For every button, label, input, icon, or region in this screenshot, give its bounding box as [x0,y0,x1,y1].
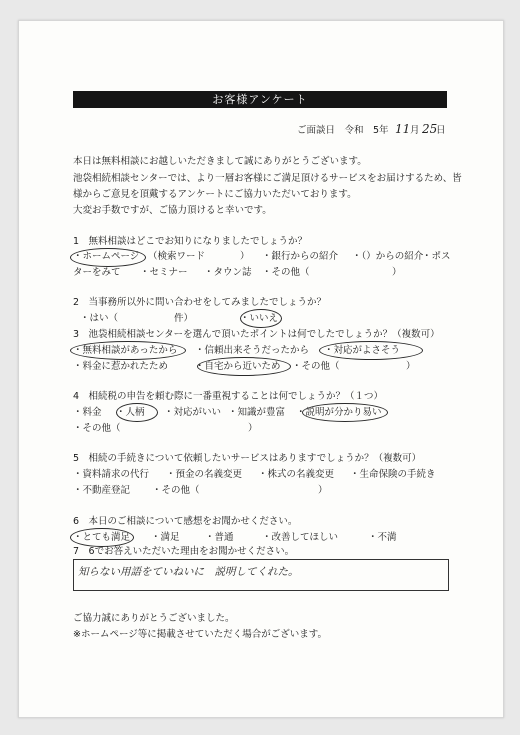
q1-search-close: ） [240,251,250,262]
q1-option-poster-cont: ターをみて [73,267,121,278]
closing-thanks: ご協力誠にありがとうございました。 [73,613,235,624]
consult-day-unit: 日 [436,125,446,136]
q7-question: 7 6でお答えいただいた理由をお聞かせください。 [73,546,295,557]
q3-question: 3 池袋相続相談センターを選んで頂いたポイントは何でしたでしょうか？（複数可） [73,329,440,340]
q4-option: ・人柄 [116,407,145,418]
selection-circle [197,357,291,376]
consult-month-unit: 月 [410,125,420,136]
q1-question: 1 無料相談はどこでお知りになりましたでしょうか？ [73,236,308,247]
intro-line: 様からご意見を頂戴するアンケートにご協力いただいております。 [73,189,357,200]
q4-option: ・料金 [73,407,102,418]
q5-option: ・生命保険の手続き [350,469,436,480]
intro-line: 大変お手数ですが、ご協力頂けると幸いです。 [73,205,272,216]
q1-option-seminar: ・セミナー [140,267,188,278]
consult-day: 25 [422,122,438,136]
q3-other-close: ） [406,361,416,372]
q3-option: ・料金に惹かれたため [73,361,169,372]
q4-other-close: ） [248,423,258,434]
q4-question: 4 相続税の申告を頼む際に一番重視することは何でしょうか？（１つ） [73,391,384,402]
q3-option: ・信頼出来そうだったから [195,345,310,356]
q1-option-town: ・タウン誌 [204,267,252,278]
q4-option: ・対応がいい [164,407,222,418]
q4-option: ・知識が豊富 [228,407,286,418]
q7-answer: 知らない用語をていねいに 説明してくれた。 [78,566,299,578]
q3-option: ・無料相談があったから [73,345,178,356]
consult-month: 11 [395,122,411,136]
q6-question: 6 本日のご相談について感想をお聞かせください。 [73,516,298,527]
q5-option: ・資料請求の代行 [73,469,150,480]
q5-option: ・不動産登記 [73,485,131,496]
q5-other-close: ） [318,485,328,496]
q3-option: ・その他（ [292,361,340,372]
q1-other-close: ） [392,267,402,278]
selection-circle [70,341,186,360]
q2-count-unit: 件） [174,313,194,324]
q1-option-bank: ・銀行からの紹介 [262,251,339,262]
q6-option: ・普通 [205,532,234,543]
intro-line: 池袋相続相談センターでは、より一層お客様にご満足頂けるサービスをお届けするため、皆 [73,173,462,184]
selection-circle [302,403,388,422]
q5-option: ・株式の名義変更 [258,469,335,480]
q1-option-homepage: ・ホームページ [73,251,140,262]
q2-option-no: ・いいえ [240,313,279,324]
selection-circle [116,403,158,422]
q3-option: ・対応がよさそう [324,345,401,356]
consult-date-label: ご面談日 令和 5年 [297,125,389,136]
q5-option: ・預金の名義変更 [166,469,243,480]
q5-question: 5 相続の手続きについて依頼したいサービスはありますでしょうか？（複数可） [73,453,422,464]
q6-option: ・とても満足 [73,532,131,543]
page-title: お客様アンケート [73,91,447,108]
closing-note: ※ホームページ等に掲載させていただく場合がございます。 [73,629,328,640]
q1-search-word: （検索ワード [148,251,206,262]
q4-option: ・説明が分かり易い [296,407,382,418]
q3-option: ・自宅から近いため [195,361,281,372]
intro-line: 本日は無料相談にお越しいただきまして誠にありがとうございます。 [73,156,367,167]
q6-option: ・改善してほしい [262,532,339,543]
q1-option-other: ・その他（ [262,267,310,278]
q5-option-other: ・その他（ [152,485,200,496]
q1-option-intro: ・（）からの紹介 [352,251,424,262]
selection-circle [70,528,134,547]
selection-circle [319,341,423,360]
selection-circle [70,248,146,267]
q2-option-yes: ・はい（ [80,313,119,324]
q1-option-poster: ・ポス [422,251,451,262]
q6-option: ・満足 [151,532,180,543]
q4-option-other: ・その他（ [73,423,121,434]
q2-question: 2 当事務所以外に問い合わせをしてみましたでしょうか？ [73,297,327,308]
q6-option: ・不満 [368,532,397,543]
selection-circle [240,309,282,328]
